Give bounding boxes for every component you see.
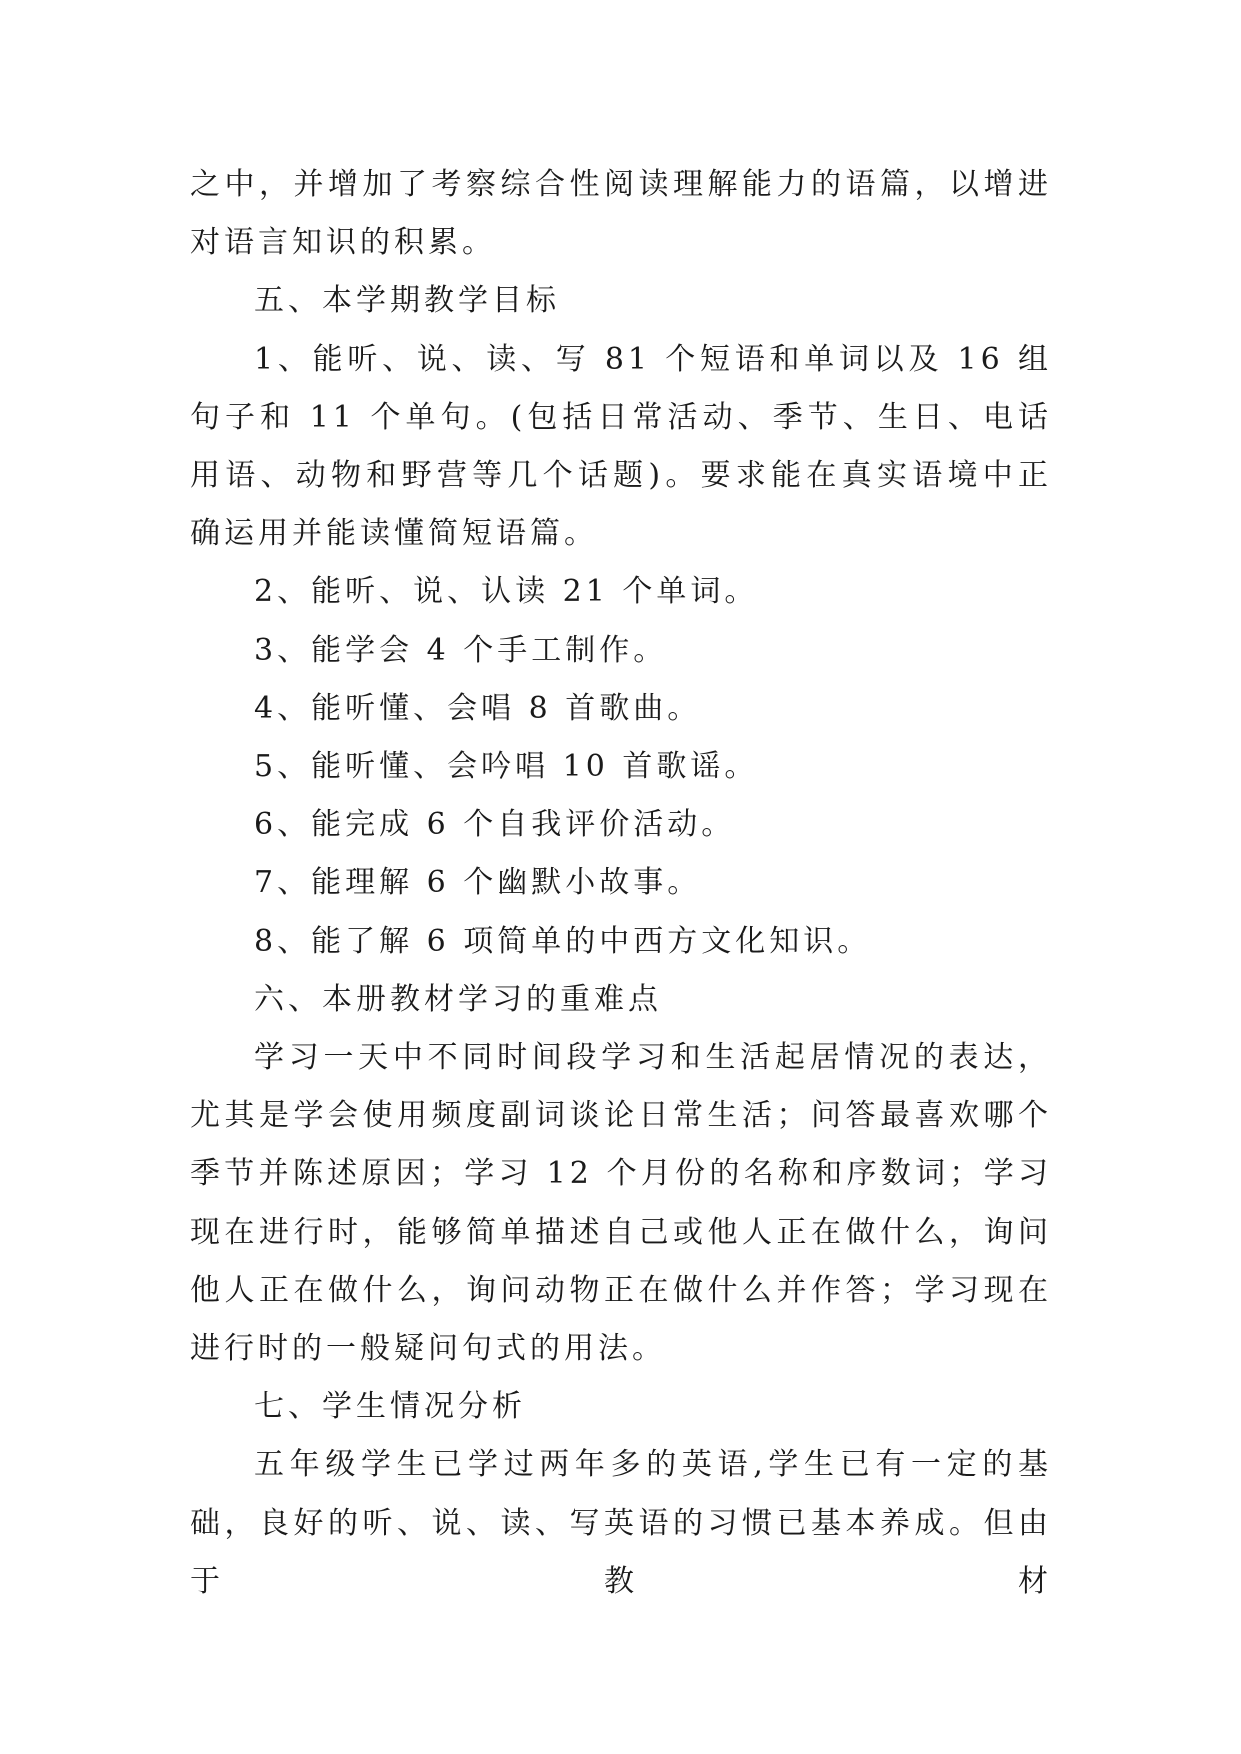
heading-section-7: 七、学生情况分析 bbox=[254, 1389, 526, 1425]
goal-item-5: 5、能听懂、会吟唱 10 首歌谣。 bbox=[254, 749, 759, 785]
goal-item-4: 4、能听懂、会唱 8 首歌曲。 bbox=[254, 690, 702, 726]
goal-item-1: 1、能听、说、读、写 81 个短语和单词以及 16 组句子和 11 个单句。(包括日常活动、季节、生日、电话用语、动物和野营等几个话题)。要求能在真实语境中正确运用并能读懂简短语篇。 bbox=[190, 341, 1052, 552]
goal-item-2: 2、能听、说、认读 21 个单词。 bbox=[254, 574, 759, 610]
goal-item-8: 8、能了解 6 项简单的中西方文化知识。 bbox=[254, 923, 872, 959]
document-body bbox=[190, 156, 1052, 1611]
goal-item-7: 7、能理解 6 个幽默小故事。 bbox=[254, 865, 702, 901]
heading-section-6: 六、本册教材学习的重难点 bbox=[254, 981, 662, 1017]
goal-item-6: 6、能完成 6 个自我评价活动。 bbox=[254, 807, 736, 843]
goal-item-3: 3、能学会 4 个手工制作。 bbox=[254, 632, 668, 668]
student-analysis-paragraph: 五年级学生已学过两年多的英语,学生已有一定的基础，良好的听、说、读、写英语的习惯已基本养成。但由于教材 bbox=[190, 1447, 1052, 1599]
heading-section-5: 五、本学期教学目标 bbox=[254, 283, 560, 319]
key-points-paragraph: 学习一天中不同时间段学习和生活起居情况的表达，尤其是学会使用频度副词谈论日常生活；问答最喜欢哪个季节并陈述原因；学习 12 个月份的名称和序数词；学习现在进行时，能够简单描述自己或他人正在做什么，询问他人正在做什么，询问动物正在做什么并作答；学习现在进行时的一般疑问句式的用法。 bbox=[190, 1040, 1052, 1367]
paragraph-continuation: 之中，并增加了考察综合性阅读理解能力的语篇，以增进对语言知识的积累。 bbox=[190, 167, 1052, 261]
